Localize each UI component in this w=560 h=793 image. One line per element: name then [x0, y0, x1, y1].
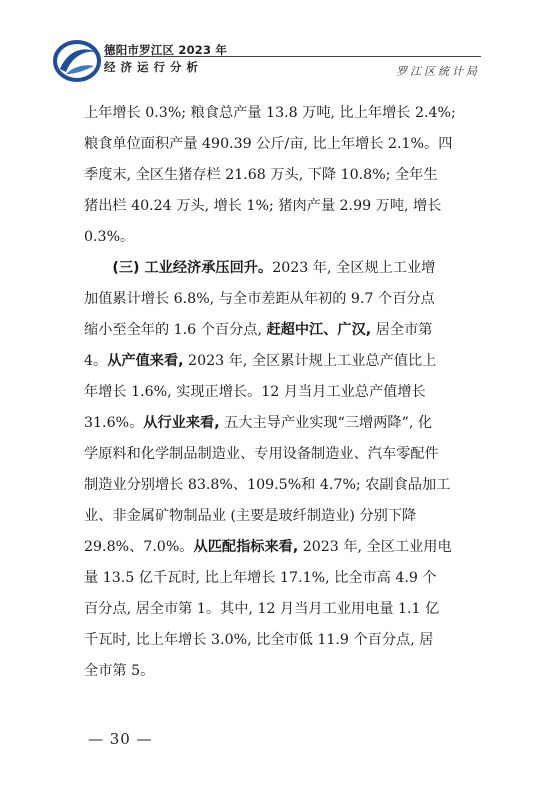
text-run: 4。	[84, 353, 108, 369]
text-run: 2023 年, 全区规上工业增	[272, 260, 436, 276]
text-line	[84, 222, 486, 253]
bold-phrase: 赶超中江、广汉,	[266, 322, 372, 338]
text-run: 31.6%。	[84, 415, 144, 431]
text-run: 猪出栏 40.24 万头, 增长 1%; 猪肉产量 2.99 万吨, 增长	[84, 198, 442, 214]
text-line	[84, 284, 486, 315]
header-title: 德阳市罗江区 2023 年	[104, 43, 228, 57]
text-run: 量 13.5 亿千瓦时, 比上年增长 17.1%, 比全市高 4.9 个	[84, 570, 437, 586]
text-line	[84, 594, 486, 625]
text-run: 制造业分别增长 83.8%、109.5%和 4.7%; 农副食品加工	[84, 477, 451, 493]
text-line	[84, 160, 486, 191]
text-run: 年增长 1.6%, 实现正增长。12 月当月工业总产值增长	[84, 384, 426, 400]
text-run: 2023 年, 全区工业用电	[298, 539, 452, 555]
text-run: 百分点, 居全市第 1。其中, 12 月当月工业用电量 1.1 亿	[84, 601, 440, 617]
text-run: 29.8%、7.0%。	[84, 539, 194, 555]
bold-phrase: (三) 工业经济承压回升。	[112, 260, 273, 276]
text-line	[84, 656, 486, 687]
header-divider	[104, 56, 481, 57]
text-line	[84, 129, 486, 160]
text-run: 千瓦时, 比上年增长 3.0%, 比全市低 11.9 个百分点, 居	[84, 632, 434, 648]
header-organization: 罗江区统计局	[396, 65, 480, 78]
text-line	[84, 563, 486, 594]
text-run: 0.3%。	[84, 229, 135, 245]
page-header	[0, 0, 560, 92]
text-line	[84, 501, 486, 532]
text-line	[84, 532, 486, 563]
text-run: 缩小至全年的 1.6 个百分点,	[84, 322, 267, 338]
bold-phrase: 从产值来看,	[107, 353, 184, 369]
bold-phrase: 从行业来看,	[143, 415, 220, 431]
text-run: 2023 年, 全区累计规上工业总产值比上	[183, 353, 437, 369]
text-run: 上年增长 0.3%; 粮食总产量 13.8 万吨, 比上年增长 2.4%;	[84, 105, 456, 121]
text-run: 全市第 5。	[84, 663, 155, 679]
text-line	[84, 470, 486, 501]
text-line	[84, 191, 486, 222]
text-run: 学原料和化学制品制造业、专用设备制造业、汽车零配件	[84, 446, 439, 462]
text-run	[84, 260, 112, 276]
text-line	[84, 315, 486, 346]
text-run: 业、非金属矿物制品业 (主要是玻纤制造业) 分别下降	[84, 508, 417, 524]
text-run: 季度末, 全区生猪存栏 21.68 万头, 下降 10.8%; 全年生	[84, 167, 438, 183]
text-run: 加值累计增长 6.8%, 与全市差距从年初的 9.7 个百分点	[84, 291, 435, 307]
text-line	[84, 408, 486, 439]
page-number: — 30 —	[88, 730, 153, 748]
text-run: 五大主导产业实现“三增两降”, 化	[219, 415, 433, 431]
text-run: 居全市第	[371, 322, 433, 338]
text-line	[84, 346, 486, 377]
document-body	[84, 98, 486, 687]
text-line	[84, 377, 486, 408]
text-line	[84, 439, 486, 470]
text-line	[84, 98, 486, 129]
header-subtitle: 经济运行分析	[104, 60, 203, 74]
text-line	[84, 253, 486, 284]
text-run: 粮食单位面积产量 490.39 公斤/亩, 比上年增长 2.1%。四	[84, 136, 453, 152]
text-line	[84, 625, 486, 656]
bold-phrase: 从匹配指标来看,	[193, 539, 299, 555]
statistics-logo-icon	[52, 36, 102, 84]
